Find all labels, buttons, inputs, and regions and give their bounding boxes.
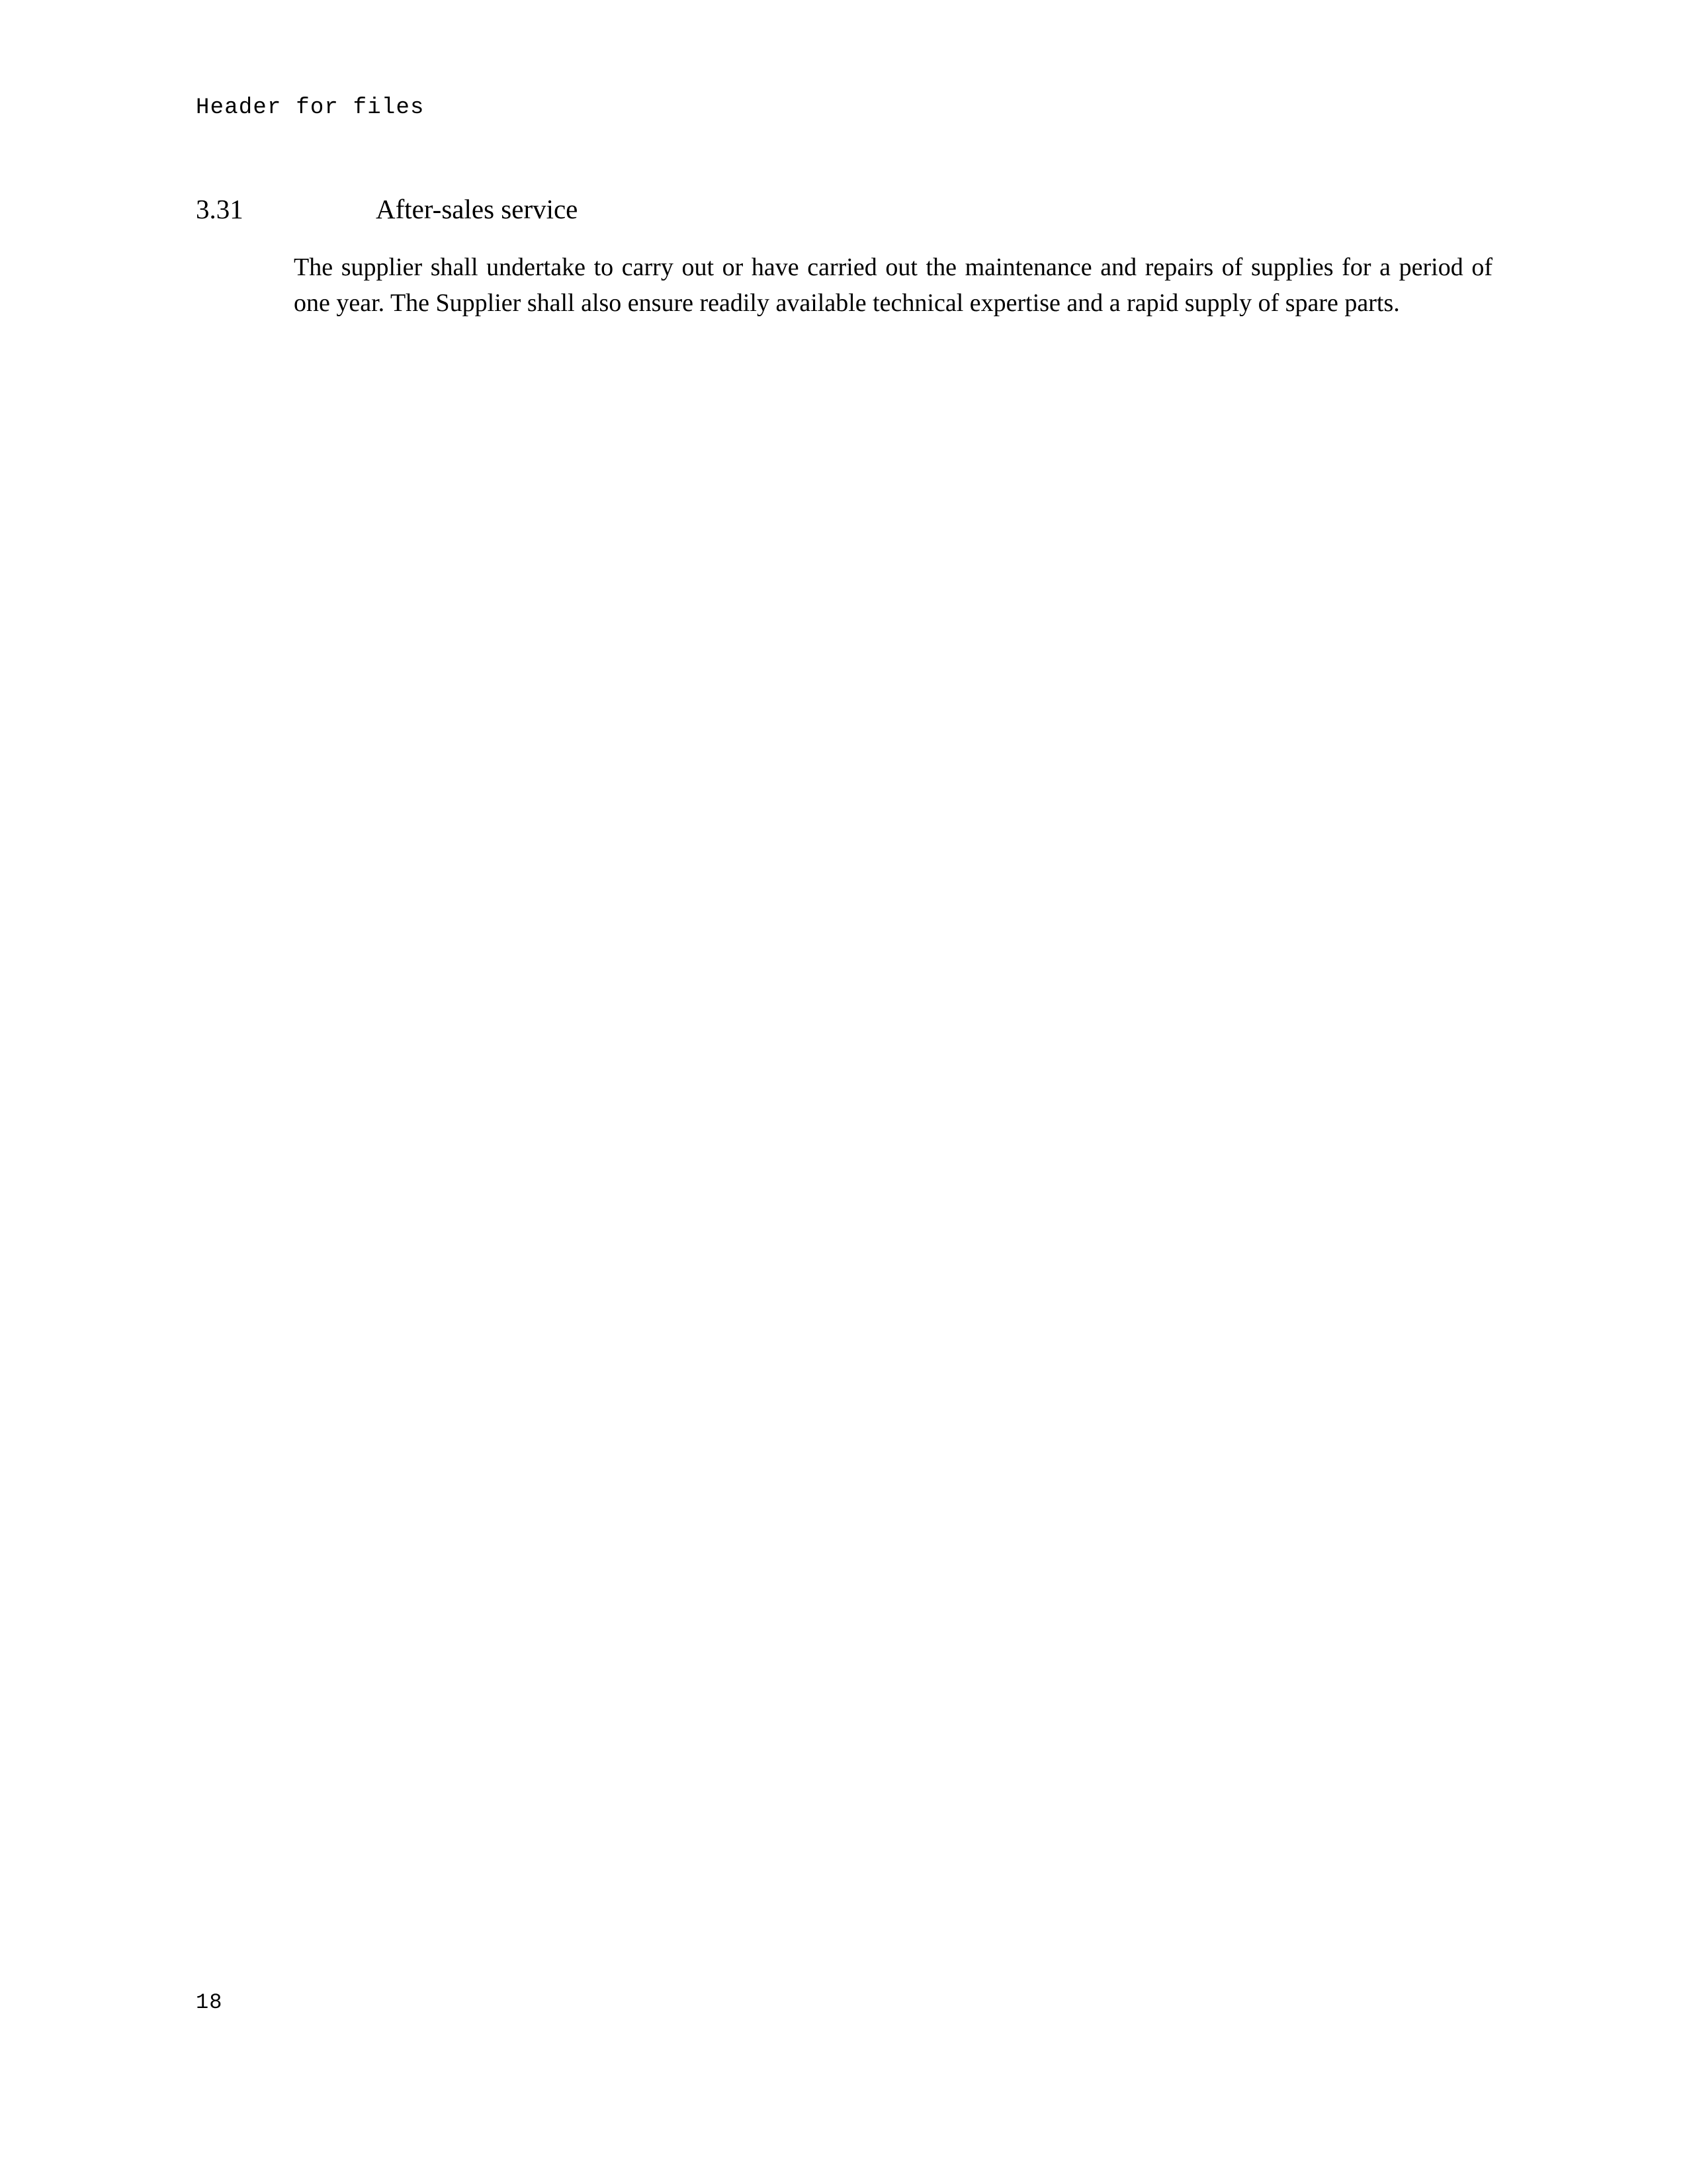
page-header: Header for files	[196, 95, 425, 120]
section-heading	[196, 193, 1492, 226]
section-title: After-sales service	[376, 194, 578, 224]
page-number: 18	[196, 1990, 223, 2015]
section-number: 3.31	[196, 194, 243, 224]
body-paragraph: The supplier shall undertake to carry out or have carried out the maintenance and repairs of supplies for a period of one year. The Supplier shall also ensure readily available technical expertise and a rapid supply of spare parts.	[294, 253, 1492, 317]
